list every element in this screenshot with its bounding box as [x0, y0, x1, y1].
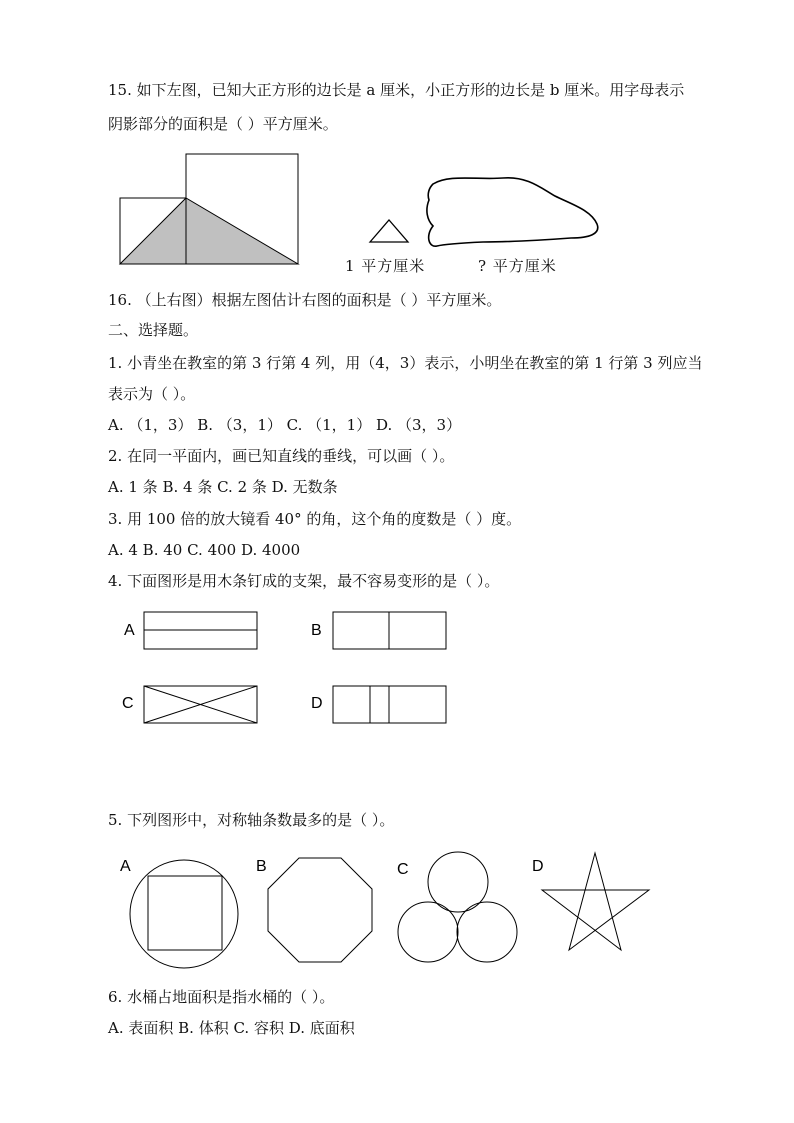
circle-right [457, 902, 517, 962]
choice-q1-line2: 表示为（ ）。 [108, 385, 196, 403]
choice-q2-line1: 2. 在同一平面内，画已知直线的垂线，可以画（ ）。 [108, 447, 455, 465]
q16-text: 16. （上右图）根据左图估计右图的面积是（ ）平方厘米。 [108, 291, 502, 309]
shaded-triangle-large [186, 198, 298, 264]
q4-label-c: C [122, 695, 134, 712]
q5-label-b: B [256, 858, 267, 875]
circle-left [398, 902, 458, 962]
choice-q3-options: A. 4 B. 40 C. 400 D. 4000 [108, 541, 301, 559]
irregular-shape [427, 178, 598, 246]
q15-irregular-figure [365, 170, 605, 250]
section-title: 二、选择题。 [108, 321, 199, 339]
q4-figure-a [143, 611, 259, 651]
choice-q3-line1: 3. 用 100 倍的放大镜看 40° 的角，这个角的度数是（ ）度。 [108, 510, 522, 528]
q15-caption-left: 1 平方厘米 [345, 257, 426, 275]
q5-figure-d [538, 850, 653, 958]
choice-q1-line1: 1. 小青坐在教室的第 3 行第 4 列，用（4，3）表示，小明坐在教室的第 1 行第 3 列应当 [108, 354, 703, 372]
q15-squares-figure [118, 152, 303, 270]
choice-q5-line1: 5. 下列图形中，对称轴条数最多的是（ ）。 [108, 811, 395, 829]
q15-line2: 阴影部分的面积是（ ）平方厘米。 [108, 115, 338, 133]
q5-label-c: C [397, 861, 409, 878]
q5-label-a: A [120, 858, 131, 875]
choice-q1-options: A. （1，3） B. （3，1） C. （1，1） D. （3，3） [108, 416, 462, 434]
q4-label-b: B [311, 622, 322, 639]
choice-q6-options: A. 表面积 B. 体积 C. 容积 D. 底面积 [108, 1019, 355, 1037]
q4-figure-b [332, 611, 448, 651]
q5-figure-a [128, 858, 240, 970]
octagon-shape [268, 858, 372, 962]
q5-label-d: D [532, 858, 544, 875]
unit-triangle [370, 220, 408, 242]
choice-q2-options: A. 1 条 B. 4 条 C. 2 条 D. 无数条 [108, 478, 338, 496]
star-shape [542, 853, 649, 950]
q4-figure-d [332, 685, 448, 725]
q4-label-d: D [311, 695, 323, 712]
choice-q4-line1: 4. 下面图形是用木条钉成的支架，最不容易变形的是（ ）。 [108, 572, 500, 590]
q5-figure-c [395, 850, 520, 965]
q15-caption-right: ? 平方厘米 [478, 257, 557, 275]
inscribed-square [148, 876, 222, 950]
q5-figure-b [265, 855, 377, 967]
q15-line1: 15. 如下左图，已知大正方形的边长是 a 厘米，小正方形的边长是 b 厘米。用字母表示 [108, 81, 685, 99]
q4-label-a: A [124, 622, 135, 639]
q4-figure-c [143, 685, 259, 725]
choice-q6-line1: 6. 水桶占地面积是指水桶的（ ）。 [108, 988, 335, 1006]
shaded-triangle-small [120, 198, 186, 264]
